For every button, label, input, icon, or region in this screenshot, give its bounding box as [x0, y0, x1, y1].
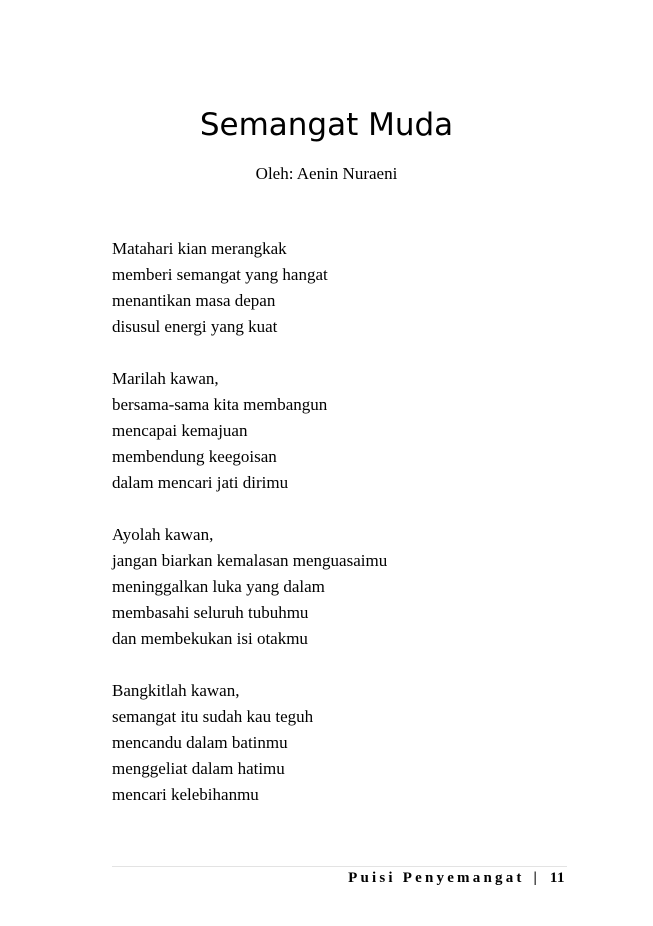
poem-line: jangan biarkan kemalasan menguasaimu: [112, 551, 388, 570]
poem-line: Ayolah kawan,: [112, 525, 214, 544]
footer-divider: [112, 866, 567, 867]
page-number: 11: [549, 870, 565, 886]
page-title: Semangat Muda: [199, 106, 454, 143]
poem-line: disusul energi yang kuat: [112, 317, 278, 336]
poem-line: Bangkitlah kawan,: [112, 681, 240, 700]
poem-line: Marilah kawan,: [112, 369, 219, 388]
stanza-3: [112, 522, 592, 652]
stanza-2: [112, 366, 592, 496]
stanza-1: [112, 236, 592, 340]
author-byline: Oleh: Aenin Nuraeni: [255, 164, 398, 183]
poem-body: [112, 236, 592, 808]
poem-line: bersama-sama kita membangun: [112, 395, 328, 414]
poem-line: membasahi seluruh tubuhmu: [112, 603, 309, 622]
footer-book-title: Puisi Penyemangat: [348, 870, 525, 886]
poem-line: membendung keegoisan: [112, 447, 277, 466]
poem-line: semangat itu sudah kau teguh: [112, 707, 314, 726]
poem-line: mencari kelebihanmu: [112, 785, 259, 804]
poem-line: meninggalkan luka yang dalam: [112, 577, 325, 596]
page-footer: [348, 870, 565, 887]
poem-line: mencandu dalam batinmu: [112, 733, 288, 752]
poem-line: menantikan masa depan: [112, 291, 276, 310]
stanza-4: [112, 678, 592, 808]
poem-line: dan membekukan isi otakmu: [112, 629, 308, 648]
poem-line: menggeliat dalam hatimu: [112, 759, 285, 778]
poem-line: memberi semangat yang hangat: [112, 265, 328, 284]
poem-line: dalam mencari jati dirimu: [112, 473, 289, 492]
poem-line: mencapai kemajuan: [112, 421, 248, 440]
poem-line: Matahari kian merangkak: [112, 239, 287, 258]
footer-separator: |: [533, 870, 537, 886]
